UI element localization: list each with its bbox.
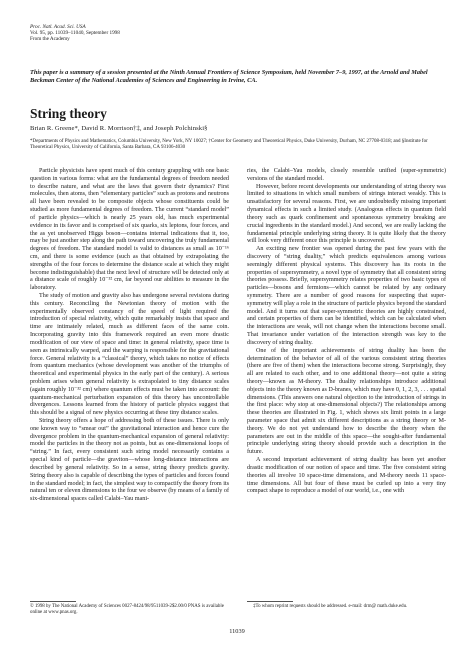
paragraph: Particle physicists have spent much of this century grappling with one basic question in various forms: what are the fundamental degrees of freedom needed to describe nature, and what are the laws that govern their dynamics? First molecules, then atoms, then “elementary particles” such as protons and neutrons all have been revealed to be composite objects whose constituents could be studied as more fundamental degrees of freedom. The current “standard model” of particle physics—which is nearly 25 years old, has much experimental evidence in its favor and is comprised of six quarks, six leptons, four forces, and the as yet unobserved Higgs boson—contains internal indications that it, too, may be just another step along the path toward uncovering the truly fundamental degrees of freedom. The standard model is valid to distances as small as 10⁻¹⁶ cm, and there is some evidence (such as that obtained by extrapolating the strengths of the four forces to determine the distance scale at which they might become indistinguishable) that the next level of structure will be detected only at a distance scale of roughly 10⁻³² cm, far beyond our abilities to measure in the laboratory. [30,168,229,292]
reprint-footnote: ‡To whom reprint requests should be addressed. e-mail: drm@ math.duke.edu. [253,604,408,609]
copyright-footnote: © 1998 by The National Academy of Sciences 0027-8424/98/9511039-2$2.00/0 PNAS is available online at www.pnas.org. [30,604,224,616]
left-column [30,168,229,504]
footnote-divider [247,601,293,602]
journal-volume: Vol. 95, pp. 11039–11040, September 1998 [30,30,120,37]
paragraph: A second important achievement of string duality has been yet another drastic modification of our notion of space and time. The five consistent string theories all involve 10 space-time dimensions, and M-theory needs 11 space-time dimensions. All but four of these must be curled up into a very tiny compact shape to reproduce a model of our world, i.e., one with [247,457,446,495]
session-summary-note: This paper is a summary of a session presented at the Ninth Annual Frontiers of Science Symposium, held November 7–9, 1997, at the Arnold and Mabel Beckman Center of the National Academies of Sciences and Engineering in Irvine, CA. [30,69,428,85]
paragraph: One of the important achievements of string duality has been the determination of the behavior of all of the various consistent string theories (there are five of them) when the interactions become strong. Surprisingly, they all are related to each other, and to one additional theory—not quite a string theory—known as M-theory. The duality relationships introduce additional objects into the theory known as D-branes, which may have 0, 1, 2, 3, . . . spatial dimensions. (This answers one natural objection to the introduction of strings in the first place: why stop at one-dimensional objects?) The relationships among these theories are illustrated in Fig. 1, which shows six limit points in a large parameter space that admit six different descriptions as a string theory or M-theory. We do not yet understand how to describe the theory when the parameters are out in the middle of this space—the sought-after fundamental principle underlying string theory should provide such a description in the future. [247,347,446,456]
paragraph: ries, the Calabi–Yau models, closely resemble unified (super-symmetric) versions of the standard model. [247,168,446,182]
page-number: 11039 [229,628,245,635]
journal-name: Proc. Natl. Acad. Sci. USA [30,24,86,30]
paragraph: String theory offers a hope of addressing both of these issues. There is only one known way to “smear out” the gravitational interaction and hence cure the divergence problem in the quantum-mechanical expansion of general relativity: model the particles in the theory not as points, but as one-dimensional loops of “string.” In fact, every consistent such string model necessarily contains a special kind of particle—the graviton—whose long-distance interactions are described by general relativity. So in a sense, string theory predicts gravity. String theory also is capable of describing the types of particles and forces found in the standard model; in fact, the simplest way to compactify the theory from its natural ten or eleven dimensions to the four we observe (by means of a family of six-dimensional spaces called Calabi–Yau mani- [30,418,229,503]
author-list: Brian R. Greene*, David R. Morrison†‡, and Joseph Polchinski§ [30,125,208,132]
paper-title: String theory [30,106,107,121]
right-column [247,168,446,496]
affiliations: *Departments of Physics and Mathematics, Columbia University, New York, NY 10027; †Center for Geometry and Theoretical Physics, Duke University, Durham, NC 27708-0318; and §Institute for Theoretical Physics, University of California, Santa Barbara, CA 93106-4030 [30,139,428,151]
paragraph: An exciting new frontier was opened during the past few years with the discovery of “string duality,” which predicts equivalences among various seemingly different physical systems. This discovery has its roots in the properties of supersymmetry, a novel type of symmetry that all consistent string theories possess. Briefly, supersymmetry relates properties of two basic types of particles—bosons and fermions—which cannot be related by any ordinary symmetry. There are a number of good reasons for suspecting that super-symmetry will play a role in the structure of particle physics beyond the standard model. And it turns out that super-symmetric theories are highly constrained, and certain properties of them can be identified, which can be calculated when the interactions are weak, will not change when the interactions become small. That invariance under variation of the interaction strength was key to the discovery of string duality. [247,246,447,346]
paragraph: However, before recent developments our understanding of string theory was limited to situations in which small numbers of strings interact weakly. This is unsatisfactory for several reasons. First, we are undoubtedly missing important dynamical effects in such a limited study. (Analogous effects in quantum field theory such as quark confinement and spontaneous symmetry breaking are crucial ingredients in the standard model.) And second, we are really lacking the fundamental principle underlying string theory. It is quite likely that the theory will look very different once this principle is uncovered. [247,183,446,245]
paragraph: The study of motion and gravity also has undergone several revisions during this century. Reconciling the Newtonian theory of motion with the experimentally observed constancy of the speed of light required the introduction of special relativity, which quite remarkably insists that space and time are intimately related, much as different faces of the same coin. Incorporating gravity into this framework required an even more drastic modification of our view of space and time: in general relativity, space time is seen as intrinsically warped, and the warping is responsible for the gravitational force. General relativity is a “classical” theory, which takes no notice of effects from quantum mechanics (whose development was another of the triumphs of theoretical and experimental physics in the early part of the century). A serious problem arises when general relativity is extrapolated to tiny distance scales (again roughly 10⁻³² cm) where quantum effects must be taken into account: the quantum-mechanical perturbation expansion of this theory has uncontrollable divergences. Lessons learned from the history of particle physics suggest that this should be a signal of new physics occurring at these tiny distance scales. [30,293,229,417]
footnote-divider [30,601,76,602]
journal-section: From the Academy [30,36,70,43]
journal-header [30,24,120,43]
